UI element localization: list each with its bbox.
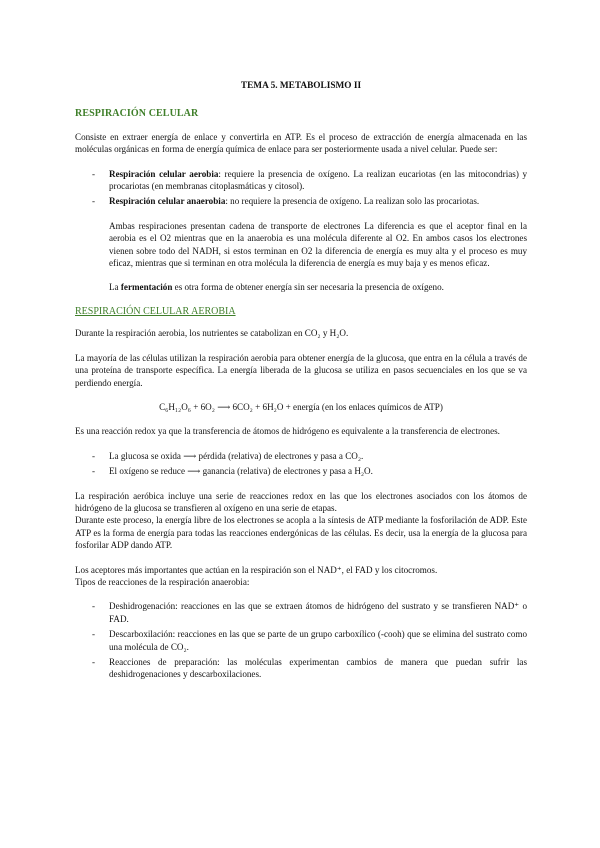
paragraph-intro: Consiste en extraer energía de enlace y convertirla en ATP. Es el proceso de extracción de energía almacenada en las moléculas orgánicas en forma de energía química de enlace para ser posteriormente usada a nivel celular. Puede ser: — [75, 131, 527, 155]
paragraph-catabolizan: Durante la respiración aerobia, los nutrientes se catabolizan en CO₂ y H₂O. — [75, 328, 349, 339]
paragraph-aceptores: Los aceptores más importantes que actúan en la respiración son el NAD⁺, el FAD y los citocromos. — [75, 564, 438, 575]
respiration-types-list — [75, 168, 527, 208]
section-heading-respiracion-celular: RESPIRACIÓN CELULAR — [75, 108, 199, 120]
document-title: TEMA 5. METABOLISMO II — [240, 81, 362, 91]
list-item: - La glucosa se oxida ⟶ pérdida (relativa) de electrones y pasa a CO₂. — [92, 450, 364, 461]
list-item: - Reacciones de preparación: las moléculas experimentan cambios de manera que puedan sufrir las deshidrogenaciones y descarboxilaciones. — [92, 657, 527, 680]
paragraph-fermentacion: La fermentación es otra forma de obtener energía sin ser necesaria la presencia de oxígeno. — [109, 282, 444, 293]
document-page — [75, 80, 527, 693]
list-item: - Respiración celular aerobia: requiere la presencia de oxígeno. La realizan eucariotas (en las mitocondrias) y procariotas (en membranas citoplasmáticas y citosol). — [92, 168, 527, 192]
paragraph-fosforilacion: Durante este proceso, la energía libre de los electrones se acopla a la síntesis de ATP mediante la fosforilación de ADP. Este ATP es la forma de energía para todas las reacciones endergónicas de las células. Es decir, usa la energía de la glucosa para fosforilar ADP dando ATP. — [75, 515, 527, 551]
list-item: - Descarboxilación: reacciones en las que se parte de un grupo carboxílico (-cooh) que se elimina del sustrato como una molécula de CO₂. — [92, 629, 527, 652]
section-heading-respiracion-aerobia: RESPIRACIÓN CELULAR AEROBIA — [75, 305, 236, 317]
list-item: - El oxígeno se reduce ⟶ ganancia (relativa) de electrones y pasa a H₂O. — [92, 466, 373, 477]
list-item: - Respiración celular anaerobia: no requiere la presencia de oxígeno. La realizan solo las procariotas. — [92, 196, 480, 207]
paragraph-cadena-transporte: Ambas respiraciones presentan cadena de transporte de electrones La diferencia es que el aceptor final en la aerobia es el O2 mientras que en la anaerobia es una molécula diferente al O2. En ambos casos los electrones vienen sobre todo del NADH, si estos terminan en O2 la diferencia de energía es muy alta y el proceso es muy eficaz, mientras que si terminan en otra molécula la diferencia de energía es muy baja y es menos eficaz. — [109, 220, 527, 269]
list-item: - Deshidrogenación: reacciones en las que se extraen átomos de hidrógeno del sustrato y se transfieren NAD⁺ o FAD. — [92, 601, 527, 624]
chemical-equation: C₆H₁₂O₆ + 6O₂ ⟶ 6CO₂ + 6H₂O + energía (en los enlaces químicos de ATP) — [159, 401, 443, 412]
paragraph-redox: Es una reacción redox ya que la transferencia de átomos de hidrógeno es equivalente a la transferencia de electrones. — [75, 426, 500, 437]
reaction-types-list — [75, 600, 527, 680]
paragraph-respiracion-aerobica: La respiración aeróbica incluye una serie de reacciones redox en las que los electrones asociados con los átomos de hidrógeno de la glucosa se transfieren al oxígeno en una serie de etapas. — [75, 490, 527, 513]
paragraph-tipos-reacciones: Tipos de reacciones de la respiración anaerobia: — [75, 576, 250, 587]
paragraph-glucosa: La mayoría de las células utilizan la respiración aerobia para obtener energía de la glucosa, que entra en la célula a través de una proteína de transporte específica. La energía liberada de la glucosa se utiliza en pasos secuenciales en los que se va perdiendo energía. — [75, 352, 527, 388]
redox-list — [75, 450, 527, 478]
